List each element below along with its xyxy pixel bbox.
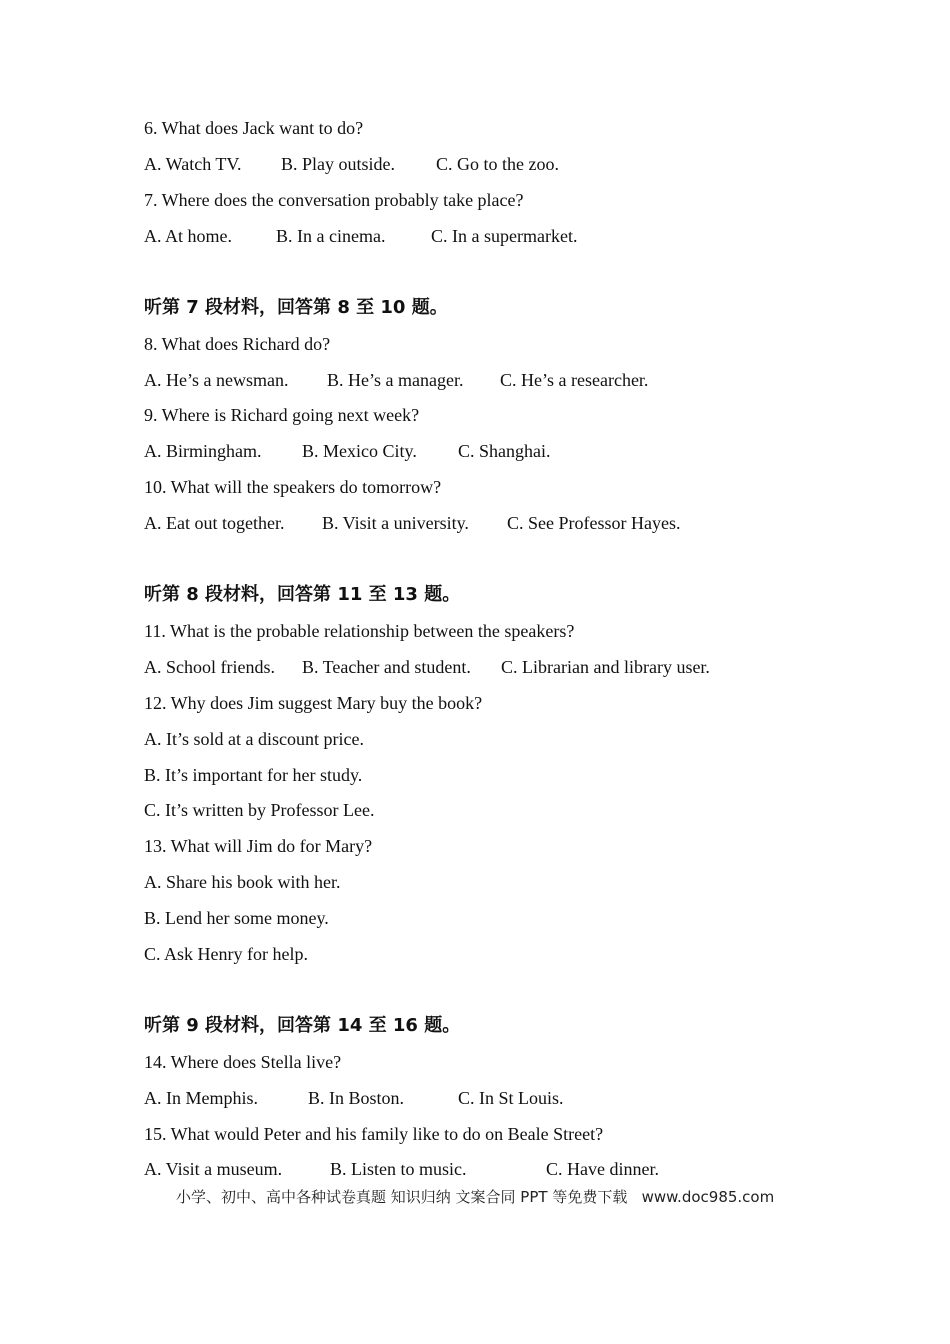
page-footer-banner: 小学、初中、高中各种试卷真题 知识归纳 文案合同 PPT 等免费下载 www.doc985.com [176, 1188, 775, 1206]
question-15-option-b: B. Listen to music. [330, 1159, 467, 1179]
question-14-option-b: B. In Boston. [308, 1088, 405, 1108]
question-15-option-c: C. Have dinner. [546, 1159, 659, 1179]
question-14-option-c: C. In St Louis. [458, 1088, 564, 1108]
question-11-option-c: C. Librarian and library user. [501, 657, 710, 677]
question-13-option-c: C. Ask Henry for help. [144, 944, 308, 964]
question-9-option-c: C. Shanghai. [458, 441, 551, 461]
question-7-option-a: A. At home. [144, 226, 232, 246]
question-10-option-b: B. Visit a university. [322, 513, 469, 533]
section-9-heading: 听第 9 段材料，回答第 14 至 16 题。 [144, 1015, 461, 1036]
question-12-stem: 12. Why does Jim suggest Mary buy the book? [144, 693, 483, 713]
question-10-option-c: C. See Professor Hayes. [507, 513, 681, 533]
question-10-option-a: A. Eat out together. [144, 513, 285, 533]
question-15-option-a: A. Visit a museum. [144, 1159, 283, 1179]
question-15-stem: 15. What would Peter and his family like to do on Beale Street? [144, 1124, 604, 1144]
question-7-option-b: B. In a cinema. [276, 226, 386, 246]
question-13-option-b: B. Lend her some money. [144, 908, 329, 928]
section-7-heading: 听第 7 段材料，回答第 8 至 10 题。 [144, 297, 448, 318]
question-7-stem: 7. Where does the conversation probably take place? [144, 190, 524, 210]
question-9-option-a: A. Birmingham. [144, 441, 262, 461]
question-6-option-a: A. Watch TV. [144, 154, 242, 174]
question-11-option-b: B. Teacher and student. [302, 657, 471, 677]
question-7-option-c: C. In a supermarket. [431, 226, 578, 246]
question-9-stem: 9. Where is Richard going next week? [144, 405, 420, 425]
question-12-option-a: A. It’s sold at a discount price. [144, 729, 364, 749]
section-8-heading: 听第 8 段材料，回答第 11 至 13 题。 [144, 584, 461, 605]
question-14-option-a: A. In Memphis. [144, 1088, 258, 1108]
question-12-option-b: B. It’s important for her study. [144, 765, 363, 785]
question-11-stem: 11. What is the probable relationship between the speakers? [144, 621, 575, 641]
question-8-option-a: A. He’s a newsman. [144, 370, 289, 390]
question-8-option-c: C. He’s a researcher. [500, 370, 649, 390]
question-6-stem: 6. What does Jack want to do? [144, 118, 364, 138]
question-13-stem: 13. What will Jim do for Mary? [144, 836, 373, 856]
question-10-stem: 10. What will the speakers do tomorrow? [144, 477, 442, 497]
question-6-option-c: C. Go to the zoo. [436, 154, 559, 174]
question-12-option-c: C. It’s written by Professor Lee. [144, 800, 375, 820]
question-11-option-a: A. School friends. [144, 657, 275, 677]
question-9-option-b: B. Mexico City. [302, 441, 417, 461]
question-6-option-b: B. Play outside. [281, 154, 396, 174]
question-8-stem: 8. What does Richard do? [144, 334, 331, 354]
question-13-option-a: A. Share his book with her. [144, 872, 341, 892]
question-14-stem: 14. Where does Stella live? [144, 1052, 342, 1072]
question-8-option-b: B. He’s a manager. [327, 370, 464, 390]
